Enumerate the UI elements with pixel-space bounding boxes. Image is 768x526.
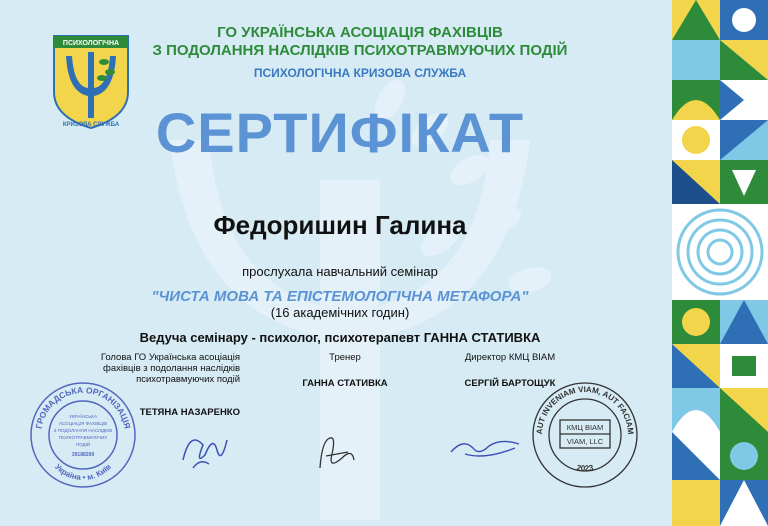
stamp-ring-text: ГРОМАДСЬКА ОРГАНІЗАЦІЯ — [33, 384, 133, 430]
signature-role: Директор КМЦ ВІАМ — [464, 352, 556, 363]
stamp-bottom-text: Україна • м. Київ — [53, 462, 113, 483]
viam-stamp — [530, 380, 640, 490]
organization-stamp — [28, 380, 138, 490]
seminar-hours: (16 академічних годин) — [270, 305, 410, 320]
stamp-center-line: АСОЦІАЦІЯ ФАХІВЦІВ — [58, 421, 108, 426]
signature-name: ТЕТЯНА НАЗАРЕНКО — [139, 407, 240, 418]
signature-name: ГАННА СТАТИВКА — [302, 378, 388, 389]
signature-block-trainer — [290, 352, 400, 389]
trainer-signature-mark — [312, 430, 362, 475]
signature-name: СЕРГІЙ БАРТОЩУК — [464, 378, 556, 389]
viam-line2: VIAM, LLC — [566, 437, 604, 446]
seminar-title: "ЧИСТА МОВА ТА ЕПІСТЕМОЛОГІЧНА МЕТАФОРА" — [151, 288, 529, 305]
viam-line1: КМЦ ВІАМ — [566, 423, 604, 432]
signature-role: Голова ГО Українська асоціація — [100, 352, 240, 363]
stamp-center-line: ПСИХОТРАВМУЮЧИХ — [58, 435, 108, 440]
recipient-name: Федоришин Галина — [213, 210, 467, 240]
organization-header — [140, 24, 580, 80]
signature-role: психотравмуючих подій — [136, 374, 240, 385]
director-signature-mark — [445, 430, 525, 465]
stamp-center-line: ПОДІЙ — [75, 442, 91, 447]
stamp-center-line: З ПОДОЛАННЯ НАСЛІДКІВ — [53, 428, 113, 433]
stamp-center-line: УКРАЇНСЬКА — [68, 414, 98, 419]
completed-text: прослухала навчальний семінар — [242, 264, 438, 279]
signature-role: фахівців з подолання наслідків — [103, 363, 240, 374]
logo-bottom-text: КРИЗОВА СЛУЖБА — [62, 122, 120, 128]
certificate-title: СЕРТИФІКАТ — [155, 101, 525, 164]
svg-text:2023 — [576, 463, 595, 473]
stamp-code: 39188299 — [71, 452, 95, 458]
chair-signature-mark — [175, 420, 235, 475]
viam-ring-text: AUT INVENIAM VIAM, AUT FACIAM — [534, 384, 636, 435]
seminar-host: Ведуча семінару - психолог, психотерапевт ГАННА СТАТИВКА — [139, 330, 541, 345]
logo-top-text: ПСИХОЛОГІЧНА — [62, 40, 120, 47]
svg-text:Україна • м. Київ — [53, 462, 113, 482]
viam-year: 2023 — [575, 463, 595, 474]
org-name-line1: ГО УКРАЇНСЬКА АСОЦІАЦІЯ ФАХІВЦІВ — [217, 24, 503, 41]
service-name: ПСИХОЛОГІЧНА КРИЗОВА СЛУЖБА — [253, 66, 467, 80]
signature-role: Тренер — [329, 352, 361, 363]
decorative-pattern — [672, 0, 768, 526]
org-name-line2: З ПОДОЛАННЯ НАСЛІДКІВ ПСИХОТРАВМУЮЧИХ ПОДІЙ — [152, 42, 568, 59]
